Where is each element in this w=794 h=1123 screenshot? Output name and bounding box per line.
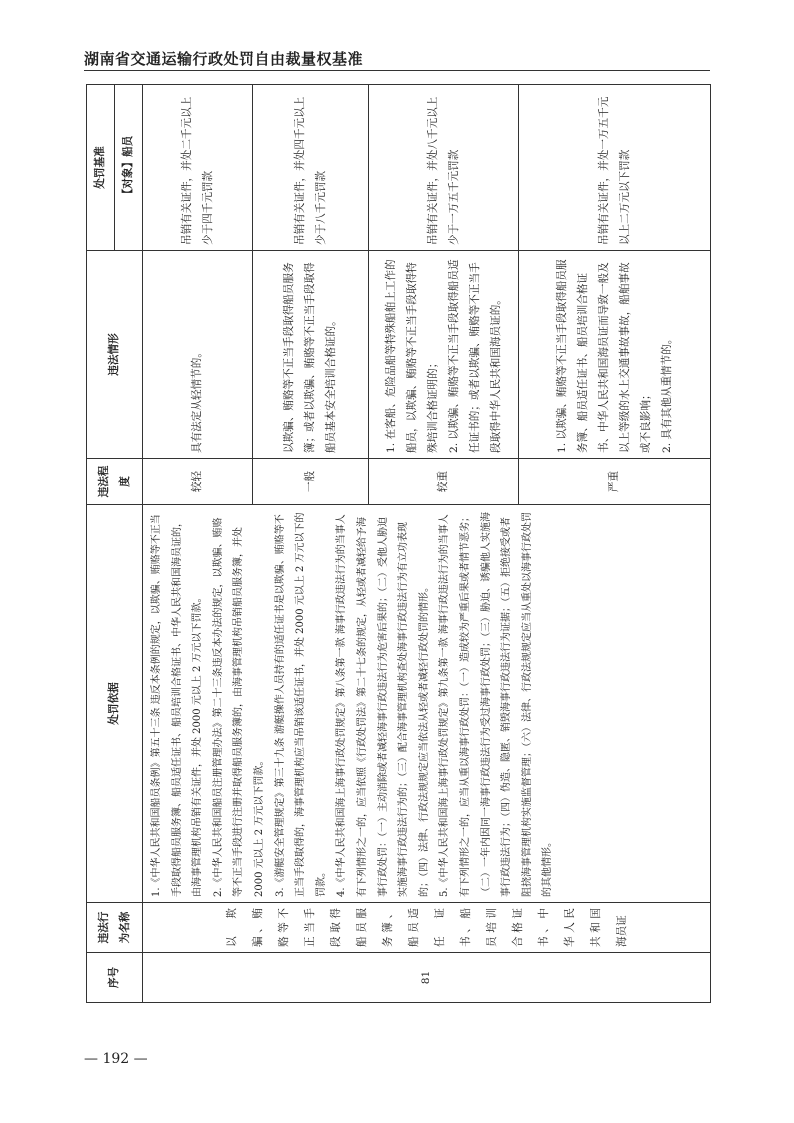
situation-text: 1. 以欺骗、贿赂等不正当手段取得船员服务簿、船员适任证书、船员培训合格证书、中华人民共和国海员证而导致一般及以上等级的水上交通事故事故，船舶事故或不良影响； [555, 259, 652, 453]
header-rule [84, 70, 710, 71]
page-number: — 192 — [84, 1051, 148, 1067]
situation-heavy [369, 251, 519, 459]
degree-severe: 严重 [519, 459, 711, 505]
basis-item: 4.《中华人民共和国海上海事行政处罚规定》第八条第一款 海事行政违法行为的当事人有下列情形之一的，应当依照《行政处罚法》第二十七条的规定，从轻或者减轻给予海事行政处罚：（一）主动消除或者减轻海事行政违法行为危害后果的；（二）受他人胁迫实施海事行政违法行为的；（三）配合海事管理机构查处海事行政违法行为有立功表现的；（四）法律、行政法规规定应当依法从轻或者减轻行政处罚的情形。 [336, 514, 430, 897]
degree-heavy: 较重 [369, 459, 519, 505]
row-violation-name: 以欺骗、贿赂等不正当手段取得船员服务簿、船员适任证书、船员培训合格证书、中华人民共和国海员证 [143, 903, 711, 953]
situation-text: 1. 在客船、危险品船等特殊船舶上工作的船员，以欺骗、贿赂等不正当手段取得特殊培训合格证明的； [384, 259, 439, 453]
standard-light: 吊销有关证件，并处二千元以上少于四千元罚款 [143, 85, 253, 251]
standard-heavy: 吊销有关证件，并处八千元以上少于一万五千元罚款 [369, 85, 519, 251]
basis-item: 3.《游艇安全管理规定》第三十九条 游艇操作人员持有的适任证书是以欺骗、贿赂等不正当手段取得的，海事管理机构应当吊销该适任证书，并处 2000 元以上 2 万元以下的罚款。 [274, 512, 327, 897]
standard-general: 吊销有关证件，并处四千元以上少于八千元罚款 [253, 85, 369, 251]
situation-text: 2. 具有其他从重情节的。 [660, 333, 673, 453]
page-header-title: 湖南省交通运输行政处罚自由裁量权基准 [84, 50, 364, 68]
situation-text: 2. 以欺骗、贿赂等不正当手段取得船员适任证书的；或者以欺骗、贿赂等不正当手段取得中华人民共和国海员证的。 [447, 259, 502, 453]
situation-text: 以欺骗、贿赂等不正当手段取得船员服务簿；或者以欺骗、贿赂等不正当手段取得船员基本安全培训合格证的。 [283, 262, 337, 453]
row-basis [143, 505, 711, 903]
degree-light: 较轻 [143, 459, 253, 505]
header-seq: 序号 [87, 953, 143, 1003]
basis-item: 5.《中华人民共和国海上海事行政处罚规定》第九条第一款 海事行政违法行为的当事人有下列情形之一的，应当从重以海事行政处罚：（一）造成较为严重后果或者情节恶劣；（二）一年内因同一海事行政违法行为受过海事行政处罚；（三）胁迫、诱骗他人实施海事行政违法行为；（四）伪造、隐匿、销毁海事行政违法行为证据；（五）拒绝接受或者阻挠海事管理机构实施监督管理；（六）法律、行政法规规定应当从重处以海事行政处罚的其他情形。 [439, 512, 554, 897]
situation-general [253, 251, 369, 459]
row-seq: 81 [143, 953, 711, 1003]
penalty-table [86, 84, 711, 1003]
situation-light [143, 251, 253, 459]
degree-general: 一般 [253, 459, 369, 505]
penalty-table-rotated [86, 85, 706, 1003]
situation-severe [519, 251, 711, 459]
standard-severe: 吊销有关证件，并处一万五千元以上二万元以下罚款 [519, 85, 711, 251]
header-standard: 处罚基准 [87, 85, 115, 251]
header-name: 违法行为名称 [87, 903, 143, 953]
situation-text: 具有法定从轻情节的。 [191, 347, 203, 453]
basis-item: 2.《中华人民共和国船员注册管理办法》第二十三条违反本办法的规定，以欺骗、贿赂等不正当手段进行注册并取得船员服务簿的，由海事管理机构吊销船员服务簿，并处 2000 元以上 2 万元以下罚款。 [212, 517, 265, 897]
header-target: 【对象】船员 [115, 85, 143, 251]
header-basis: 处罚依据 [87, 505, 143, 903]
basis-item: 1.《中华人民共和国船员条例》第五十三条 违反本条例的规定，以欺骗、贿赂等不正当手段取得船员服务簿、船员适任证书、船员培训合格证书、中华人民共和国海员证的，由海事管理机构吊销有关证件，并处 2000 元以上 2 万元以下罚款。 [151, 514, 204, 897]
header-degree: 违法程度 [87, 459, 143, 505]
header-situation: 违法情形 [87, 251, 143, 459]
